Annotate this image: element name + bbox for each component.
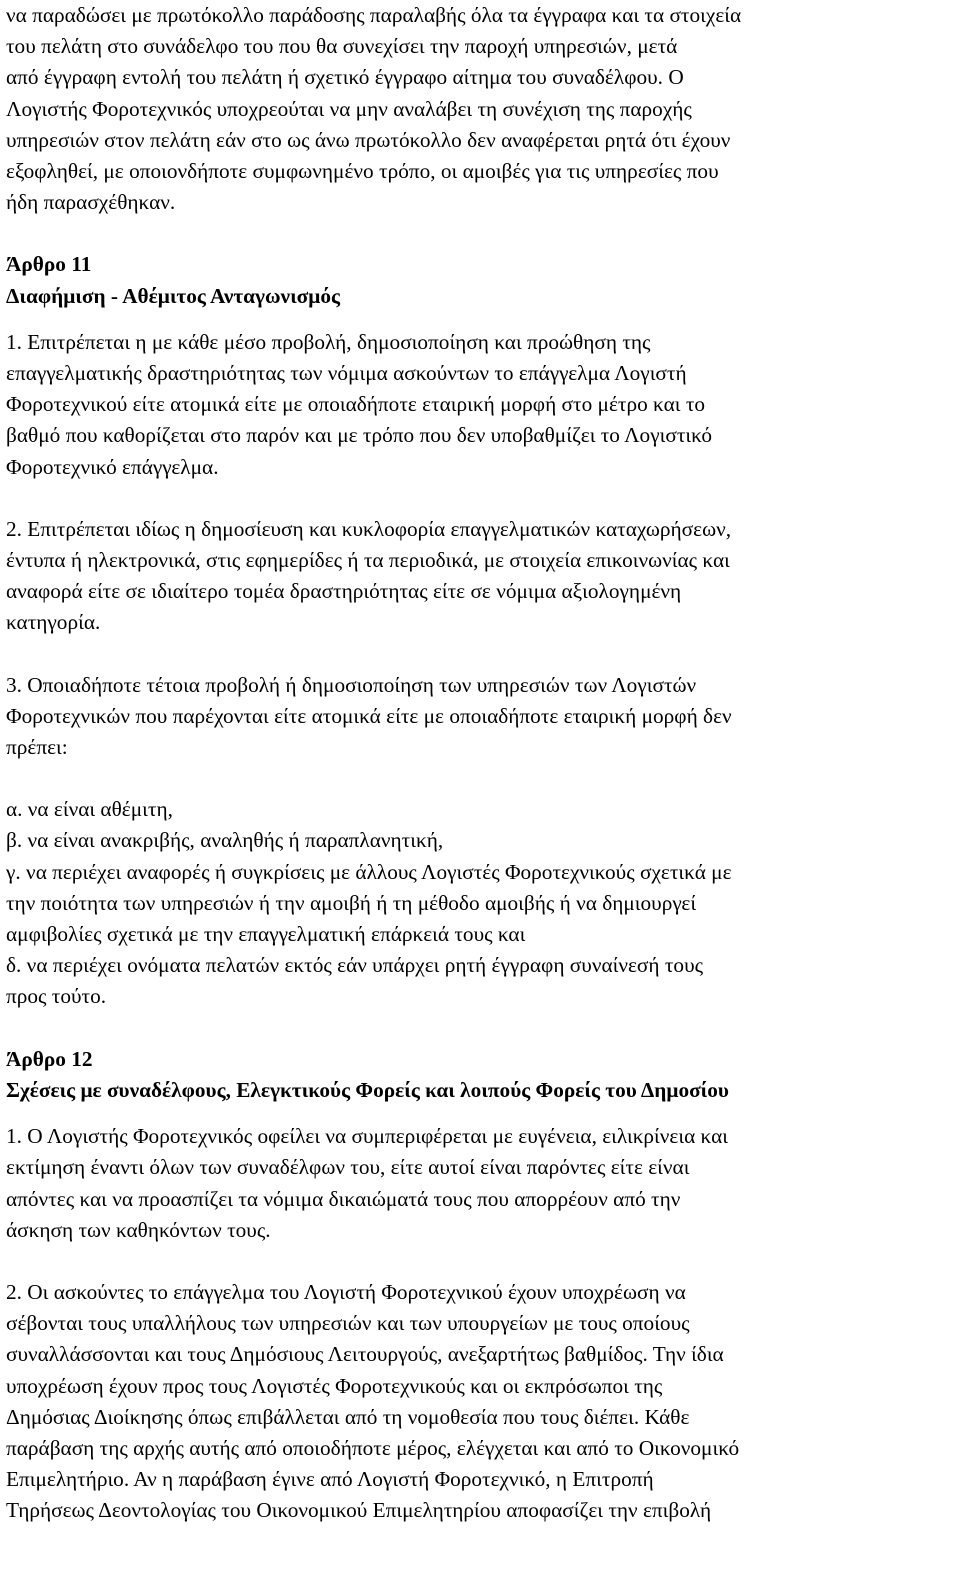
spacer: [6, 312, 956, 327]
article-12-number: Άρθρο 12: [6, 1046, 93, 1071]
document-page: [6, 0, 956, 1527]
article-11-paragraph-1: 1. Επιτρέπεται η με κάθε μέσο προβολή, δημοσιοποίηση και προώθηση της επαγγελματικής δραστηριότητας των νόμιμα ασκούντων το επάγγελμα Λογιστή Φοροτεχνικού είτε ατομικά είτε με οποιαδήποτε εταιρική μορφή στο μέτρο και το βαθμό που καθορίζεται στο παρόν και με τρόπο που δεν υποβαθμίζει το Λογιστικό Φοροτεχνικό επάγγελμα.: [6, 329, 713, 479]
article-12-title: Σχέσεις με συναδέλφους, Ελεγκτικούς Φορείς και λοιπούς Φορείς του Δημοσίου: [6, 1077, 729, 1102]
spacer: [6, 1013, 956, 1044]
spacer: [6, 483, 956, 514]
spacer: [6, 1246, 956, 1277]
article-12-paragraph-2: 2. Οι ασκούντες το επάγγελμα του Λογιστή Φοροτεχνικού έχουν υποχρέωση να σέβονται τους υπαλλήλους των υπηρεσιών και των υπουργείων με τους οποίους συναλλάσσονται και τους Δημόσιους Λειτουργούς, ανεξαρτήτως βαθμίδος. Την ίδια υποχρέωση έχουν προς τους Λογιστές Φοροτεχνικούς και οι εκπρόσωποι της Δημόσιας Διοίκησης όπως επιβάλλεται από τη νομοθεσία που τους διέπει. Κάθε παράβαση της αρχής αυτής από οποιοδήποτε μέρος, ελέγχεται και από το Οικονομικό Επιμελητήριο. Αν η παράβαση έγινε από Λογιστή Φοροτεχνικό, η Επιτροπή Τηρήσεως Δεοντολογίας του Οικονομικού Επιμελητηρίου αποφασίζει την επιβολή: [6, 1279, 740, 1523]
article-11-list: α. να είναι αθέμιτη, β. να είναι ανακριβής, αναληθής ή παραπλανητική, γ. να περιέχει αναφορές ή συγκρίσεις με άλλους Λογιστές Φοροτεχνικούς σχετικά με την ποιότητα των υπηρεσιών ή την αμοιβή ή τη μέθοδο αμοιβής ή να δημιουργεί αμφιβολίες σχετικά με την επαγγελματική επάρκειά τους και δ. να περιέχει ονόματα πελατών εκτός εάν υπάρχει ρητή έγγραφη συναίνεσή τους προς τούτο.: [6, 797, 732, 1009]
intro-paragraph: να παραδώσει με πρωτόκολλο παράδοσης παραλαβής όλα τα έγγραφα και τα στοιχεία του πελάτη στο συνάδελφο του που θα συνεχίσει την παροχή υπηρεσιών, μετά από έγγραφη εντολή του πελάτη ή σχετικό έγγραφο αίτημα του συναδέλφου. Ο Λογιστής Φοροτεχνικός υποχρεούται να μην αναλάβει τη συνέχιση της παροχής υπηρεσιών στον πελάτη εάν στο ως άνω πρωτόκολλο δεν αναφέρεται ρητά ότι έχουν εξοφληθεί, με οποιονδήποτε συμφωνημένο τρόπο, οι αμοιβές για τις υπηρεσίες που ήδη παρασχέθηκαν.: [6, 3, 742, 215]
article-11-number: Άρθρο 11: [6, 252, 92, 277]
article-11-paragraph-2: 2. Επιτρέπεται ιδίως η δημοσίευση και κυκλοφορία επαγγελματικών καταχωρήσεων, έντυπα ή ηλεκτρονικά, στις εφημερίδες ή τα περιοδικά, με στοιχεία επικοινωνίας και αναφορά είτε σε ιδιαίτερο τομέα δραστηριότητας είτε σε νόμιμα αξιολογημένη κατηγορία.: [6, 516, 732, 635]
article-12-paragraph-1: 1. Ο Λογιστής Φοροτεχνικός οφείλει να συμπεριφέρεται με ευγένεια, ειλικρίνεια και εκτίμηση έναντι όλων των συναδέλφων του, είτε αυτοί είναι παρόντες είτε είναι απόντες και να προασπίζει τα νόμιμα δικαιώματά τους που απορρέουν από την άσκηση των καθηκόντων τους.: [6, 1124, 728, 1242]
article-11-title: Διαφήμιση - Αθέμιτος Ανταγωνισμός: [6, 283, 340, 308]
spacer: [6, 1106, 956, 1121]
spacer: [6, 763, 956, 794]
article-11-paragraph-3: 3. Οποιαδήποτε τέτοια προβολή ή δημοσιοποίηση των υπηρεσιών των Λογιστών Φοροτεχνικών που παρέχονται είτε ατομικά είτε με οποιαδήποτε εταιρική μορφή δεν πρέπει:: [6, 672, 732, 760]
spacer: [6, 639, 956, 670]
spacer: [6, 218, 956, 249]
